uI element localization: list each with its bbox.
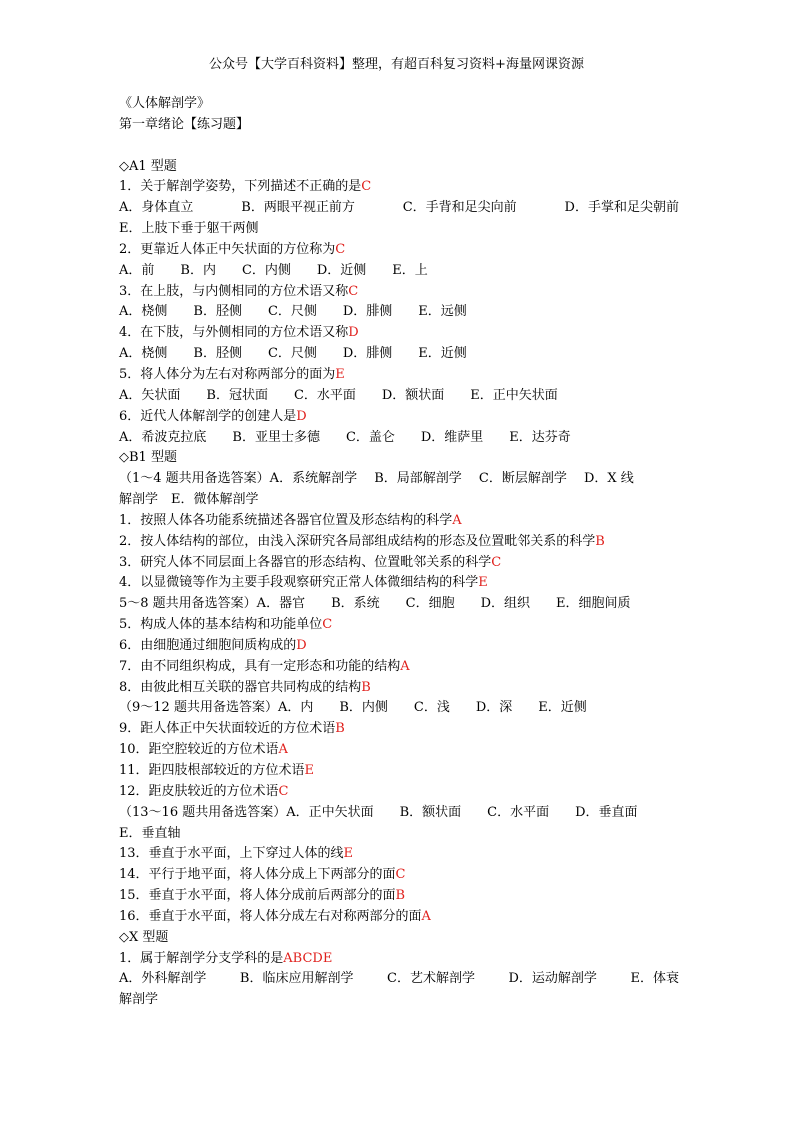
page-header: 公众号【大学百科资料】整理，有超百科复习资料+海量网课资源 [209,57,584,72]
question-b1-15 [119,886,679,907]
answer: B [361,679,371,695]
section-a1-title: ◇A1 型题 [119,158,177,174]
question-b1-6 [119,636,679,657]
question-stem: 3．在上肢，与内侧相同的方位术语又称 [119,283,349,299]
answer: C [395,867,406,883]
answer-group-1-cont: 解剖学 E．微体解剖学 [119,492,259,508]
question-b1-3 [119,553,679,574]
answer: D [348,325,359,341]
answer: C [335,241,346,257]
option-d: D．手掌和足尖朝前 [564,200,679,216]
option-c: C．艺术解剖学 [387,971,475,987]
spacer [119,136,679,157]
question-stem: 6．由细胞通过细胞间质构成的 [119,637,297,653]
question-stem: 2．更靠近人体正中矢状面的方位称为 [119,241,336,257]
options-a1-4: A．桡侧 B．胫侧 C．尺侧 D．腓侧 E．近侧 [119,346,467,362]
question-a1-1 [119,177,679,198]
answer-group-4: （13～16 题共用备选答案）A．正中矢状面 B．额状面 C．水平面 D．垂直面 [119,804,638,820]
question-stem: 4．以显微镜等作为主要手段观察研究正常人体微细结构的科学 [119,575,479,591]
options-a1-6: A．希波克拉底 B．亚里士多德 C．盖仑 D．维萨里 E．达芬奇 [119,429,571,445]
answer: B [595,533,605,549]
answer: A [400,658,410,674]
answer: B [335,721,345,737]
chapter-title: 第一章绪论【练习题】 [119,116,250,132]
option-d: D．运动解剖学 [508,971,597,987]
options-a1-3: A．桡侧 B．胫侧 C．尺侧 D．腓侧 E．远侧 [119,304,467,320]
question-a1-3 [119,282,679,303]
question-b1-14 [119,865,679,886]
answer: D [296,408,307,424]
question-a1-4 [119,323,679,344]
answer: E [335,366,345,382]
question-stem: 3．研究人体不同层面上各器官的形态结构、位置毗邻关系的科学 [119,554,492,570]
book-title: 《人体解剖学》 [119,96,211,111]
option-b: B．两眼平视正前方 [241,200,355,216]
option-b: B．临床应用解剖学 [239,971,354,987]
question-a1-2 [119,240,679,261]
question-stem: 5．将人体分为左右对称两部分的面为 [119,366,336,382]
answer-group-1: （1～4 题共用备选答案）A．系统解剖学 B．局部解剖学 C．断层解剖学 D．X 线 [119,471,634,487]
question-stem: 15．垂直于水平面，将人体分成前后两部分的面 [119,888,396,904]
question-stem: 16．垂直于水平面，将人体分成左右对称两部分的面 [119,908,422,924]
question-stem: 8．由彼此相互关联的器官共同构成的结构 [119,679,362,695]
answer: E [343,846,354,862]
answer: B [395,888,406,904]
options-a1-1 [119,198,679,219]
option-a: A．外科解剖学 [119,971,207,987]
question-stem: 4．在下肢，与外侧相同的方位术语又称 [119,325,349,341]
answer: ABCDE [283,950,333,966]
question-b1-10 [119,740,679,761]
question-stem: 12．距皮肤较近的方位术语 [119,783,279,799]
answer: D [296,637,307,653]
answer-group-3: （9～12 题共用备选答案）A．内 B．内侧 C．浅 D．深 E．近侧 [119,700,587,716]
question-stem: 6．近代人体解剖学的创建人是 [119,408,297,424]
question-stem: 1．关于解剖学姿势，下列描述不正确的是 [119,179,362,195]
question-stem: 9．距人体正中矢状面较近的方位术语 [119,721,336,737]
question-a1-5 [119,365,679,386]
question-stem: 5．构成人体的基本结构和功能单位 [119,617,323,633]
answer: C [348,283,359,299]
document-body [119,94,679,1011]
question-b1-13 [119,844,679,865]
options-x-1 [119,969,679,990]
answer: C [278,783,289,799]
answer: C [491,554,502,570]
option-e: E．体衰 [630,971,679,987]
question-stem: 10．距空腔较近的方位术语 [119,742,279,758]
answer: A [452,512,462,528]
answer: E [478,575,488,591]
question-x-1 [119,949,679,970]
option-e-cont: 解剖学 [119,992,159,1008]
question-b1-16 [119,907,679,928]
question-stem: 14．平行于地平面，将人体分成上下两部分的面 [119,867,396,883]
question-b1-5 [119,615,679,636]
question-stem: 1．属于解剖学分支学科的是 [119,950,284,966]
option-a: A．身体直立 [119,200,194,216]
question-b1-8 [119,678,679,699]
question-b1-2 [119,532,679,553]
question-stem: 13．垂直于水平面，上下穿过人体的线 [119,846,344,862]
answer: E [304,763,315,778]
answer: A [278,742,288,758]
answer: A [421,908,431,924]
section-x-title: ◇X 型题 [119,929,169,945]
option-c: C．手背和足尖向前 [402,200,517,216]
question-b1-4 [119,573,679,594]
question-b1-7 [119,657,679,678]
question-stem: 1．按照人体各功能系统描述各器官位置及形态结构的科学 [119,512,453,528]
question-b1-9 [119,719,679,740]
section-b1-title: ◇B1 型题 [119,450,177,466]
question-stem: 7．由不同组织构成，具有一定形态和功能的结构 [119,658,401,674]
question-stem: 11．距四肢根部较近的方位术语 [119,763,305,778]
options-a1-2: A．前 B．内 C．内侧 D．近侧 E．上 [119,262,428,278]
answer: C [322,617,333,633]
question-b1-12 [119,782,679,803]
answer-group-2: 5～8 题共用备选答案）A．器官 B．系统 C．细胞 D．组织 E．细胞间质 [119,596,631,612]
option-e: E．上肢下垂于躯干两侧 [119,221,259,237]
question-b1-1 [119,511,679,532]
answer-group-4-cont: E．垂直轴 [119,825,181,841]
options-a1-5: A．矢状面 B．冠状面 C．水平面 D．额状面 E．正中矢状面 [119,387,558,403]
question-stem: 2．按人体结构的部位，由浅入深研究各局部组成结构的形态及位置毗邻关系的科学 [119,533,596,549]
answer: C [361,179,372,195]
question-b1-11 [119,761,679,782]
question-a1-6 [119,407,679,428]
